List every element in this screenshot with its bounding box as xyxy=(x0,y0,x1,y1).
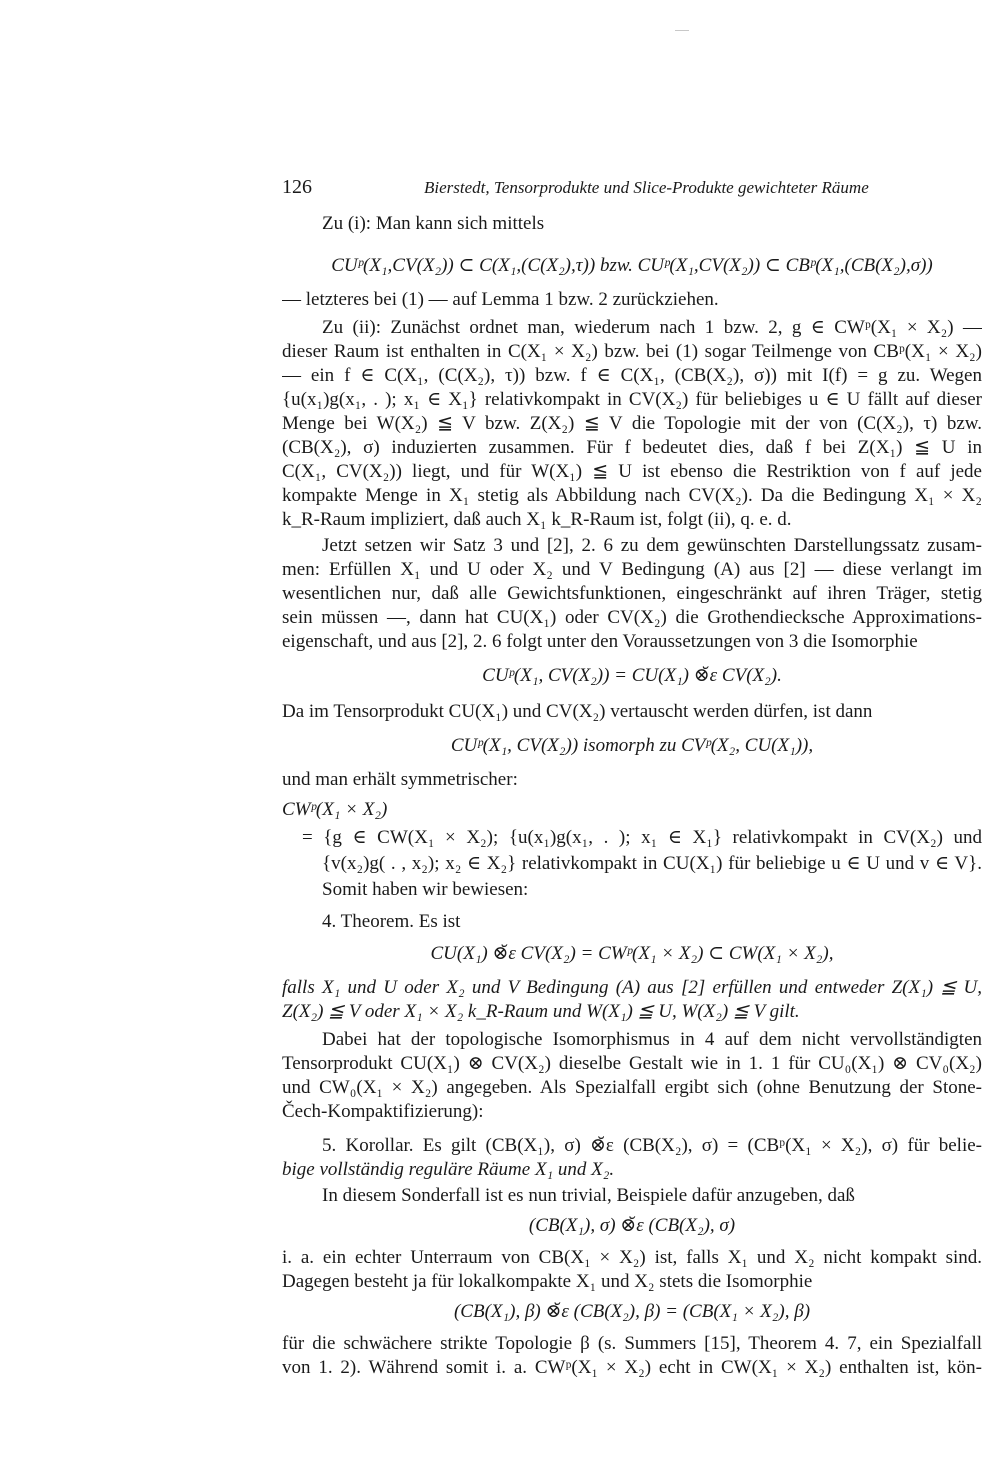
text-line: und CW₀(X₁ × X₂) angegeben. Als Spezialfall ergibt sich (ohne Benutzung der Stone- xyxy=(282,1077,982,1098)
formula-line: CWᵖ(X₁ × X₂) xyxy=(282,799,388,820)
theorem-text: falls X₁ und U oder X₂ und V Bedingung (A) aus [2] erfüllen und entweder Z(X₁) ≦ U, xyxy=(282,977,982,998)
text-line: wesentlichen nur, daß alle Gewichtsfunktionen, eingeschränkt auf ihren Träger, stetig xyxy=(282,583,982,604)
text-line: In diesem Sonderfall ist es nun trivial, Beispiele dafür anzugeben, daß xyxy=(322,1185,855,1206)
text-line: von 1. 2). Während somit i. a. CWᵖ(X₁ × X₂) echt in CW(X₁ × X₂) enthalten ist, kön- xyxy=(282,1357,982,1378)
theorem-heading: 4. Theorem. Es ist xyxy=(322,911,461,932)
scan-mark xyxy=(675,30,689,31)
corollary-text: bige vollständig reguläre Räume X₁ und X₂. xyxy=(282,1159,615,1180)
display-formula: CUᵖ(X₁, CV(X₂)) isomorph zu CVᵖ(X₂, CU(X₁)), xyxy=(450,735,814,756)
display-formula: CU(X₁) ⊗̆ε CV(X₂) = CWᵖ(X₁ × X₂) ⊂ CW(X₁ × X₂), xyxy=(430,943,834,964)
text-line: Dagegen besteht ja für lokalkompakte X₁ und X₂ stets die Isomorphie xyxy=(282,1271,813,1292)
text-line: Menge bei W(X₂) ≦ V bzw. Z(X₂) ≦ V die Topologie mit der von (C(X₂), τ) bzw. xyxy=(282,413,982,434)
corollary-heading: 5. Korollar. Es gilt (CB(X₁), σ) ⊗̆ε (CB(X₂), σ) = (CBᵖ(X₁ × X₂), σ) für belie- xyxy=(322,1135,982,1156)
text-line: kompakte Menge in X₁ stetig als Abbildung nach CV(X₂). Da die Bedingung X₁ × X₂ xyxy=(282,485,982,506)
text-line: sein müssen —, dann hat CU(X₁) oder CV(X₂) die Grothendiecksche Approximations- xyxy=(282,607,982,628)
running-header xyxy=(282,176,982,204)
display-formula: CUᵖ(X₁, CV(X₂)) = CU(X₁) ⊗̆ε CV(X₂). xyxy=(482,665,782,686)
text-line: {u(x₁)g(x₁, . ); x₁ ∈ X₁} relativkompakt in CV(X₂) für beliebiges u ∈ U fällt auf dieser xyxy=(282,389,982,410)
running-title: Bierstedt, Tensorprodukte und Slice-Produkte gewichteter Räume xyxy=(424,178,869,197)
text-line: (CB(X₂), σ) induzierten zusammen. Für f bedeutet dies, daß f bei Z(X₁) ≦ U in xyxy=(282,437,982,458)
text-line: und man erhält symmetrischer: xyxy=(282,769,518,790)
display-formula: CUᵖ(X₁,CV(X₂)) ⊂ C(X₁,(C(X₂),τ)) bzw. CUᵖ(X₁,CV(X₂)) ⊂ CBᵖ(X₁,(CB(X₂),σ)) xyxy=(331,255,933,276)
text-line: Dabei hat der topologische Isomorphismus in 4 auf dem nicht vervollständigten xyxy=(322,1029,982,1050)
text-line: Čech-Kompaktifizierung): xyxy=(282,1101,484,1122)
text-line: für die schwächere strikte Topologie β (s. Summers [15], Theorem 4. 7, ein Spezialfall xyxy=(282,1333,982,1354)
formula-line: = {g ∈ CW(X₁ × X₂); {u(x₁)g(x₁, . ); x₁ ∈ X₁} relativkompakt in CV(X₂) und xyxy=(302,827,982,848)
text-line: — letzteres bei (1) — auf Lemma 1 bzw. 2 zurückziehen. xyxy=(282,289,719,310)
text-line: dieser Raum ist enthalten in C(X₁ × X₂) bzw. bei (1) sogar Teilmenge von CBᵖ(X₁ × X₂) xyxy=(282,341,982,362)
page-number: 126 xyxy=(282,176,312,198)
formula-line: {v(x₂)g( . , x₂); x₂ ∈ X₂} relativkompakt in CU(X₁) für beliebige u ∈ U und v ∈ V}. xyxy=(322,853,982,874)
text-line: Zu (i): Man kann sich mittels xyxy=(322,213,545,234)
text-line: — ein f ∈ C(X₁, (C(X₂), τ)) bzw. f ∈ C(X₁, (CB(X₂), σ)) mit I(f) = g zu. Wegen xyxy=(282,365,982,386)
display-formula: (CB(X₁), σ) ⊗̆ε (CB(X₂), σ) xyxy=(528,1215,736,1236)
text-line: i. a. ein echter Unterraum von CB(X₁ × X₂) ist, falls X₁ und X₂ nicht kompakt sind. xyxy=(282,1247,982,1268)
text-line: C(X₁, CV(X₂)) liegt, und für W(X₁) ≦ U ist ebenso die Restriktion von f auf jede xyxy=(282,461,982,482)
display-formula: (CB(X₁), β) ⊗̆ε (CB(X₂), β) = (CB(X₁ × X₂), β) xyxy=(453,1301,811,1322)
text-line: eigenschaft, und aus [2], 2. 6 folgt unter den Voraussetzungen von 3 die Isomorphie xyxy=(282,631,918,652)
text-line: k_R-Raum impliziert, daß auch X₁ k_R-Raum ist, folgt (ii), q. e. d. xyxy=(282,509,792,530)
text-line: Zu (ii): Zunächst ordnet man, wiederum nach 1 bzw. 2, g ∈ CWᵖ(X₁ × X₂) — xyxy=(322,317,982,338)
text-line: Tensorprodukt CU(X₁) ⊗ CV(X₂) dieselbe Gestalt wie in 1. 1 für CU₀(X₁) ⊗ CV₀(X₂) xyxy=(282,1053,982,1074)
text-line: Jetzt setzen wir Satz 3 und [2], 2. 6 zu dem gewünschten Darstellungssatz zusam- xyxy=(322,535,982,556)
text-line: Somit haben wir bewiesen: xyxy=(322,879,529,900)
text-line: men: Erfüllen X₁ und U oder X₂ und V Bedingung (A) aus [2] — diese verlangt im xyxy=(282,559,982,580)
theorem-text: Z(X₂) ≦ V oder X₁ × X₂ k_R-Raum und W(X₁) ≦ U, W(X₂) ≦ V gilt. xyxy=(282,1001,800,1022)
text-line: Da im Tensorprodukt CU(X₁) und CV(X₂) vertauscht werden dürfen, ist dann xyxy=(282,701,873,722)
